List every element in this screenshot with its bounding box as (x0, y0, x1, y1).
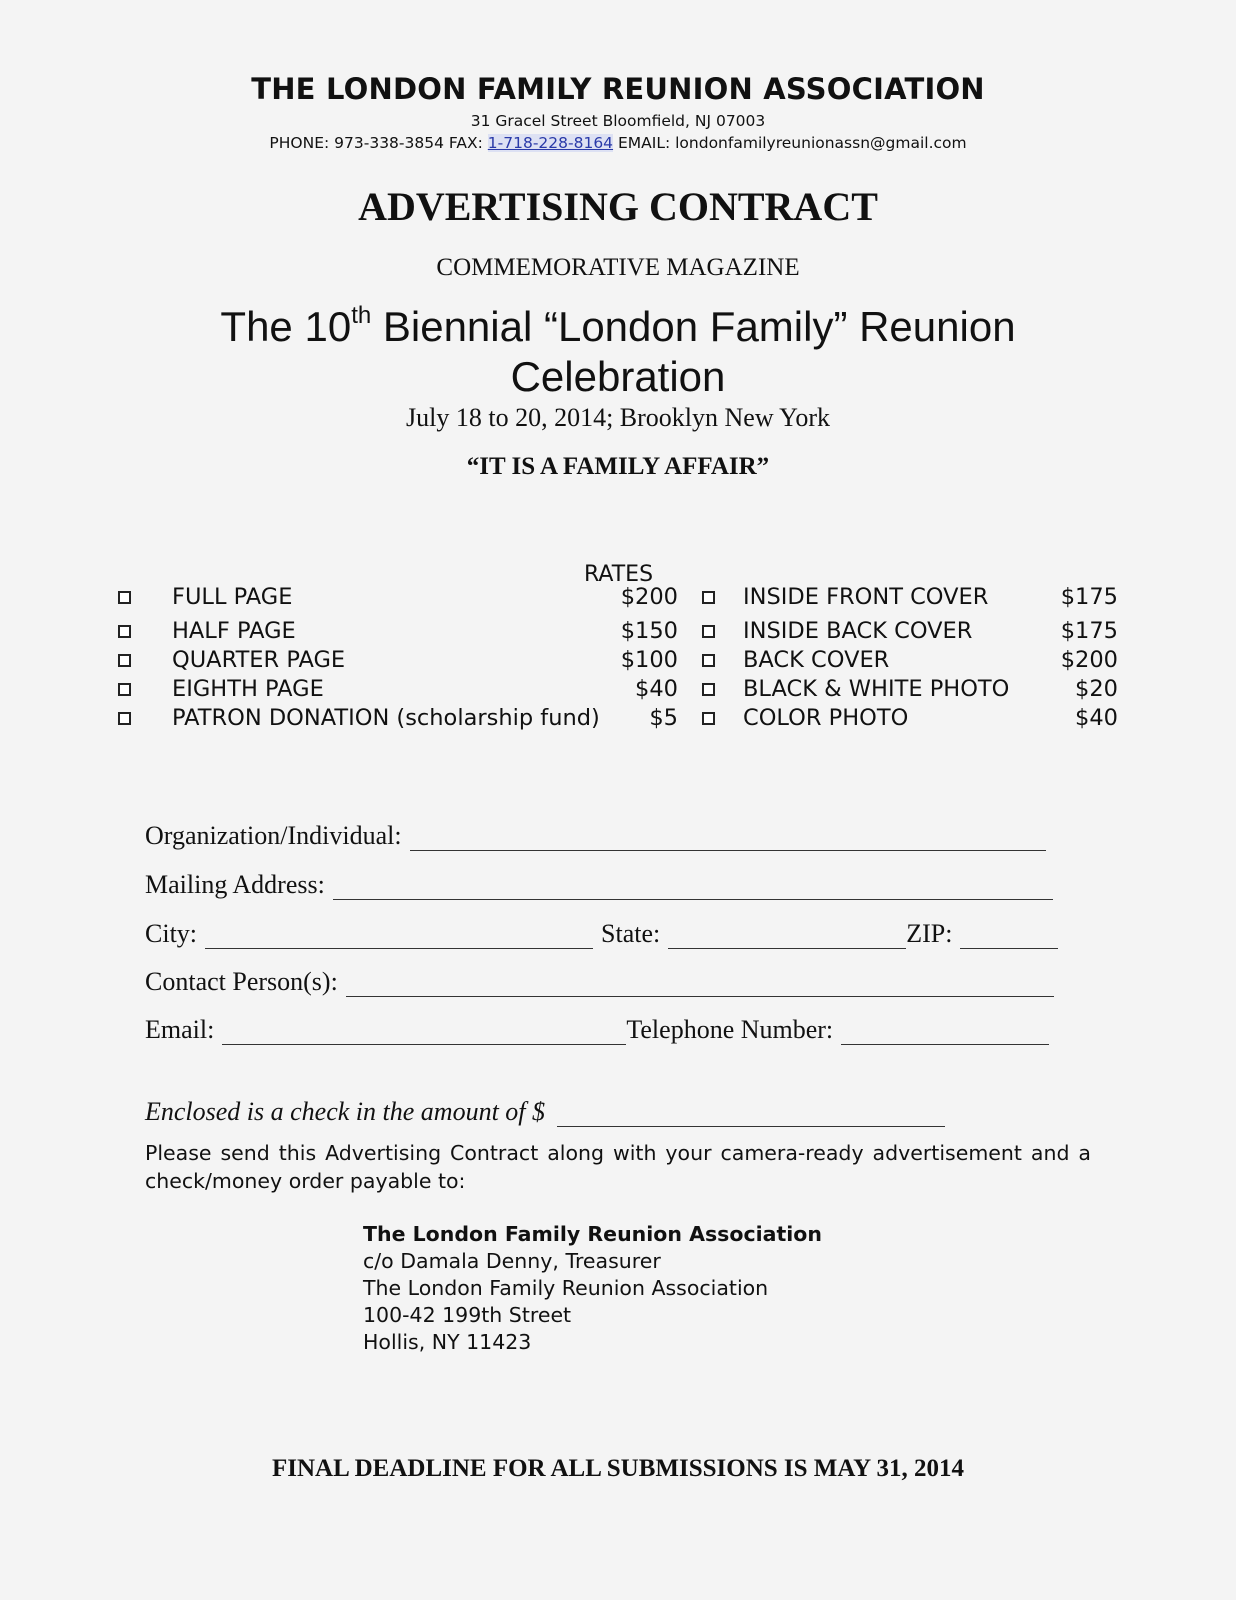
organization-contact-line (0, 134, 1236, 152)
rate-option-quarter-page[interactable]: QUARTER PAGE $100 (118, 646, 678, 674)
checkbox[interactable] (702, 625, 715, 638)
event-title-line-2: Celebration (510, 353, 726, 400)
checkbox[interactable] (702, 591, 715, 604)
rate-option-color-photo[interactable]: COLOR PHOTO $40 (702, 704, 1118, 732)
email-label: EMAIL: (617, 134, 671, 152)
state-label: State: (601, 919, 661, 948)
city-label: City: (145, 919, 198, 948)
rate-option-inside-front-cover[interactable]: INSIDE FRONT COVER $175 (702, 583, 1118, 611)
rate-option-half-page[interactable]: HALF PAGE $150 (118, 617, 678, 645)
organization-field-row (145, 817, 1046, 851)
email-address: londonfamilyreunionassn@gmail.com (675, 134, 967, 152)
fax-label: FAX: (448, 134, 483, 152)
contact-person-label: Contact Person(s): (145, 967, 338, 996)
submission-deadline: FINAL DEADLINE FOR ALL SUBMISSIONS IS MAY 31, 2014 (271, 1455, 965, 1482)
recipient-care-of: c/o Damala Denny, Treasurer (363, 1249, 661, 1273)
telephone-input[interactable] (841, 1021, 1049, 1047)
mailing-address-field-row (145, 866, 1053, 900)
recipient-name: The London Family Reunion Association (363, 1222, 822, 1246)
zip-input[interactable] (960, 925, 1058, 951)
email-telephone-row (145, 1011, 1049, 1045)
checkbox[interactable] (702, 654, 715, 667)
rates-heading: RATES (584, 562, 654, 587)
checkbox[interactable] (702, 712, 715, 725)
event-motto: “IT IS A FAMILY AFFAIR” (466, 453, 770, 480)
organization-label: Organization/Individual: (145, 821, 402, 850)
event-date-location: July 18 to 20, 2014; Brooklyn New York (406, 403, 830, 432)
phone-label: PHONE: (269, 134, 330, 152)
checkbox[interactable] (118, 654, 131, 667)
recipient-city-state-zip: Hollis, NY 11423 (363, 1330, 532, 1354)
zip-label: ZIP: (906, 919, 953, 948)
organization-input[interactable] (410, 827, 1046, 853)
contact-person-input[interactable] (346, 973, 1054, 999)
contact-person-field-row (145, 963, 1054, 997)
email-label: Email: (145, 1015, 215, 1044)
fax-number-link[interactable]: 1-718-228-8164 (487, 134, 614, 152)
event-title-line-1: The 10th Biennial “London Family” Reunion (220, 302, 1016, 350)
rate-option-inside-back-cover[interactable]: INSIDE BACK COVER $175 (702, 617, 1118, 645)
check-amount-label: Enclosed is a check in the amount of $ (145, 1097, 546, 1126)
city-state-zip-row (145, 915, 1058, 949)
rate-option-black-white-photo[interactable]: BLACK & WHITE PHOTO $20 (702, 675, 1118, 703)
city-input[interactable] (205, 925, 593, 951)
rate-option-eighth-page[interactable]: EIGHTH PAGE $40 (118, 675, 678, 703)
organization-address: 31 Gracel Street Bloomfield, NJ 07003 (470, 112, 766, 130)
mailing-recipient-block (363, 1221, 822, 1356)
rate-option-back-cover[interactable]: BACK COVER $200 (702, 646, 1118, 674)
event-title (0, 302, 1236, 402)
phone-number: 973-338-3854 (334, 134, 444, 152)
recipient-street: 100-42 199th Street (363, 1303, 572, 1327)
magazine-subtitle: COMMEMORATIVE MAGAZINE (436, 254, 800, 281)
telephone-label: Telephone Number: (626, 1015, 834, 1044)
organization-name: THE LONDON FAMILY REUNION ASSOCIATION (251, 72, 985, 106)
rate-option-patron-donation[interactable]: PATRON DONATION (scholarship fund) $5 (118, 704, 678, 732)
rate-option-full-page[interactable]: FULL PAGE $200 (118, 583, 678, 611)
recipient-organization: The London Family Reunion Association (363, 1276, 769, 1300)
state-input[interactable] (668, 925, 906, 951)
checkbox[interactable] (118, 625, 131, 638)
mailing-address-label: Mailing Address: (145, 870, 325, 899)
checkbox[interactable] (118, 591, 131, 604)
checkbox[interactable] (702, 683, 715, 696)
ordinal-suffix: th (351, 302, 372, 329)
mailing-address-input[interactable] (333, 876, 1053, 902)
submission-instructions: Please send this Advertising Contract along with your camera-ready advertisement and a check/money order payable to: (145, 1141, 1091, 1193)
contract-title: ADVERTISING CONTRACT (358, 184, 878, 229)
checkbox[interactable] (118, 683, 131, 696)
check-amount-row (145, 1097, 945, 1127)
check-amount-input[interactable] (557, 1103, 945, 1129)
checkbox[interactable] (118, 712, 131, 725)
email-input[interactable] (222, 1021, 626, 1047)
